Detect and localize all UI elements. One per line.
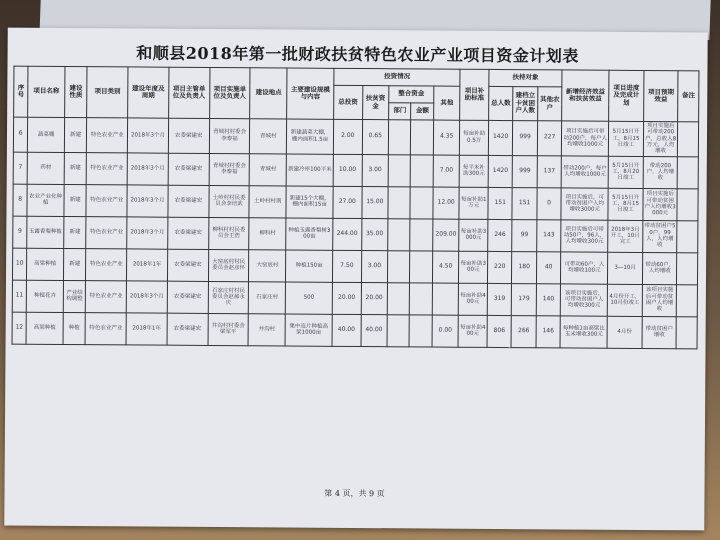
cell-content: 种植玉露香梨树300亩 — [286, 218, 333, 250]
cell-nature: 新建 — [64, 117, 87, 152]
table-row — [13, 117, 698, 156]
header-content: 主要建设规模与内容 — [287, 68, 334, 119]
cell-fiscal: 35.00 — [361, 218, 388, 250]
cell-amount-sub — [409, 314, 432, 346]
cell-seq: 12 — [12, 312, 26, 344]
cell-name: 高粱种植 — [26, 312, 63, 344]
cell-other-farmers: 146 — [536, 315, 561, 347]
cell-subsidy: 每亩补助400元 — [459, 283, 488, 315]
cell-total: 10.00 — [333, 154, 362, 186]
cell-poor: 179 — [512, 283, 537, 315]
cell-location: 大窑底村 — [249, 249, 286, 281]
cell-progress: 5月15日开工，8月15日竣工 — [608, 188, 643, 220]
cell-period: 2018年3个月 — [127, 184, 168, 216]
cell-total: 40.00 — [332, 314, 361, 346]
header-location: 建设地点 — [250, 68, 287, 119]
header-project-name: 项目名称 — [28, 66, 65, 117]
cell-poor: 180 — [512, 251, 537, 283]
cell-period: 2018年1年 — [126, 312, 167, 344]
cell-other — [432, 283, 459, 315]
cell-amount-sub — [410, 218, 433, 250]
cell-name: 种植花卉 — [27, 280, 64, 312]
cell-fiscal: 40.00 — [361, 314, 388, 346]
cell-dept-sub — [388, 154, 411, 186]
cell-seq: 6 — [13, 117, 28, 152]
cell-name: 高粱种植 — [27, 248, 64, 280]
cell-other: 0.00 — [432, 315, 459, 347]
cell-other-farmers: 0 — [537, 187, 562, 219]
cell-other-farmers: 143 — [537, 219, 562, 251]
cell-population: 246 — [488, 219, 513, 251]
cell-location: 柳科村 — [249, 217, 286, 249]
cell-location: 井沟村 — [248, 313, 285, 345]
cell-progress: 4月份开工，10月份竣工 — [607, 284, 642, 316]
cell-fiscal: 3.00 — [361, 250, 388, 282]
cell-other-farmers: 140 — [536, 283, 561, 315]
cell-dept-sub — [387, 282, 410, 314]
cell-period: 2018年3个月 — [127, 152, 168, 184]
cell-amount-sub — [410, 250, 433, 282]
cell-subsidy: 每亩补助1万元 — [459, 187, 488, 219]
cell-remarks — [677, 220, 698, 252]
cell-population: 806 — [487, 315, 512, 347]
cell-fiscal: 15.00 — [361, 186, 388, 218]
cell-population: 1420 — [488, 120, 513, 155]
cell-nature: 种植 — [63, 312, 86, 344]
header-amount-sub: 金额 — [411, 103, 434, 120]
cell-seq: 9 — [13, 216, 27, 248]
cell-fiscal: 20.00 — [361, 282, 388, 314]
header-expected: 项目预期效益 — [643, 71, 678, 122]
header-nature: 建设性质 — [65, 66, 88, 117]
cell-poor: 999 — [513, 121, 538, 156]
header-investment: 投资情况 — [334, 68, 461, 86]
cell-name: 农业产业化种植 — [27, 184, 64, 216]
cell-benefit: 该项目实施后，可带动贫困户人均增收300元 — [561, 283, 608, 315]
cell-category: 特色农业产业 — [85, 312, 126, 344]
cell-expected: 带动贫困户增收 — [642, 316, 677, 348]
cell-category: 特色农业产业 — [87, 118, 128, 153]
cell-benefit: 项目实施后可带动200户，每户人均增收1000元 — [562, 121, 609, 156]
cell-expected: 带动200户，人均增收 — [643, 156, 678, 188]
cell-expected: 项目实施后可带动贫困户人均增收3000元 — [643, 188, 678, 220]
cell-benefit: 可带动60户，人均增收100元 — [561, 251, 608, 283]
cell-other-farmers: 227 — [537, 121, 562, 156]
cell-nature: 新建 — [63, 248, 86, 280]
cell-dept: 农委梁建宏 — [168, 118, 209, 153]
header-poor: 建档立卡贫困户人数 — [513, 87, 538, 121]
table-row — [12, 312, 697, 349]
cell-dept: 农委梁建宏 — [167, 313, 208, 345]
cell-content: 种植150亩 — [286, 250, 333, 282]
cell-total: 20.00 — [332, 282, 361, 314]
cell-poor: 151 — [512, 187, 537, 219]
cell-progress: 5月15日开工，8月20日竣工 — [608, 156, 643, 188]
cell-dept-sub — [388, 120, 411, 155]
header-other: 其他 — [433, 86, 460, 120]
cell-location: 青城村 — [250, 153, 287, 185]
cell-progress: 4月份 — [607, 316, 642, 348]
cell-remarks — [677, 284, 698, 316]
cell-name: 蔬菜棚 — [28, 117, 65, 152]
cell-name: 玉露香梨种植 — [27, 216, 64, 248]
cell-total: 27.00 — [333, 186, 362, 218]
header-population: 总人数 — [489, 86, 514, 120]
cell-seq: 8 — [13, 184, 27, 216]
cell-seq: 10 — [12, 248, 26, 280]
cell-nature: 新建 — [64, 216, 87, 248]
cell-progress: 5月15日开工，8月15日竣工 — [609, 121, 644, 156]
cell-period: 2018年3个月 — [127, 216, 168, 248]
cell-expected: 项目实施后可带动200户，总收入8万元，人均增收 — [645, 123, 677, 155]
cell-poor: 99 — [512, 219, 537, 251]
header-progress: 项目进度及完成计划 — [609, 70, 644, 121]
cell-other: 4.35 — [433, 120, 460, 155]
cell-content: 新建15个大棚，棚内面积15亩 — [286, 186, 333, 218]
cell-impl: 土岭村村民委员会李培武 — [209, 185, 250, 217]
cell-amount-sub — [410, 186, 433, 218]
header-seq: 序号 — [14, 66, 29, 117]
cell-other: 209.00 — [433, 219, 460, 251]
header-category: 项目类别 — [87, 67, 128, 118]
header-self-funds: 整合资金 — [389, 86, 434, 103]
cell-category: 特色农业产业 — [86, 280, 127, 312]
cell-expected: 带动贫困户50户，99人，人均增收 — [643, 220, 678, 252]
header-beneficiary: 扶持对象 — [489, 69, 563, 87]
cell-content: 500 — [285, 282, 332, 314]
cell-population: 319 — [487, 283, 512, 315]
table-row — [12, 248, 697, 285]
cell-subsidy: 每平米补助300元 — [460, 155, 489, 187]
cell-content: 集中连片种植高粱1000亩 — [285, 314, 332, 346]
cell-expected: 带动60户，人均增收 — [642, 252, 677, 284]
cell-remarks — [677, 252, 698, 284]
cell-amount-sub — [410, 282, 433, 314]
header-other-farmers: 其他农户 — [537, 87, 562, 121]
cell-location: 青城村 — [250, 119, 287, 154]
cell-content: 新建冷库100平米 — [286, 154, 333, 186]
cell-dept-sub — [387, 314, 410, 346]
cell-impl: 青城村村委会李泰福 — [209, 153, 250, 185]
cell-subsidy: 每亩补助0.5万 — [460, 120, 489, 155]
document-page — [4, 28, 707, 531]
page-footer: 第 4 页，共 9 页 — [324, 488, 385, 499]
cell-benefit: 带动200户，每户人均增收1000元 — [561, 155, 608, 187]
cell-total: 7.50 — [332, 250, 361, 282]
cell-other-farmers: 137 — [537, 155, 562, 187]
cell-population: 220 — [487, 251, 512, 283]
cell-impl: 柳科村村民委员会王浩 — [208, 217, 249, 249]
cell-benefit: 每种植1亩高粱比玉米增收300元 — [560, 315, 607, 347]
cell-period: 2018年1年 — [127, 248, 168, 280]
header-impl: 项目实施单位及负责人 — [209, 67, 250, 118]
cell-subsidy: 每亩补助3000元 — [459, 219, 488, 251]
cell-dept: 农委梁建宏 — [168, 153, 209, 185]
cell-subsidy: 每亩补助300元 — [459, 251, 488, 283]
cell-impl: 井沟村村委会梁军平 — [208, 313, 249, 345]
cell-progress: 2018年3月开工，10月完工 — [608, 220, 643, 252]
header-dept-sub: 部门 — [389, 103, 412, 120]
cell-amount-sub — [411, 154, 434, 186]
cell-fiscal: 0.65 — [362, 120, 389, 155]
cell-other: 12.00 — [433, 187, 460, 219]
cell-name: 药材 — [27, 152, 64, 184]
cell-dept: 农委梁建宏 — [168, 185, 209, 217]
cell-dept-sub — [388, 186, 411, 218]
fund-plan-table — [12, 66, 700, 349]
cell-nature: 新建 — [64, 152, 87, 184]
cell-subsidy: 每亩补助400元 — [458, 315, 487, 347]
cell-dept: 农委梁建宏 — [168, 217, 209, 249]
cell-category: 特色农业产业 — [87, 152, 128, 184]
cell-period: 2018年3个月 — [128, 118, 169, 153]
cell-population: 1420 — [488, 155, 513, 187]
cell-impl: 大窑底村村民委员会赵彦怀 — [208, 249, 249, 281]
table-row — [12, 280, 697, 317]
table-row — [13, 216, 698, 253]
cell-seq: 11 — [12, 280, 26, 312]
cell-fiscal: 3.00 — [362, 154, 389, 186]
cell-other: 4.50 — [432, 251, 459, 283]
cell-remarks — [677, 188, 698, 220]
cell-impl: 石家庄村村民委员会赵郝永庆 — [208, 281, 249, 313]
cell-poor: 266 — [511, 315, 536, 347]
cell-dept: 农委梁建宏 — [167, 249, 208, 281]
header-fiscal: 扶贫资金 — [362, 86, 389, 120]
cell-category: 特色农业产业 — [86, 248, 127, 280]
cell-dept-sub — [388, 218, 411, 250]
cell-dept-sub — [388, 250, 411, 282]
cell-remarks — [676, 316, 697, 348]
cell-remarks — [678, 156, 699, 188]
cell-amount-sub — [411, 120, 434, 155]
table-row — [13, 152, 698, 189]
cell-content: 新建蔬菜大棚，棚内面积1.5亩 — [286, 119, 333, 154]
cell-location: 石家庄村 — [249, 281, 286, 313]
cell-total: 244.00 — [333, 218, 362, 250]
cell-nature: 产业结构调整 — [63, 280, 86, 312]
header-total: 总投资 — [334, 85, 363, 119]
cell-category: 特色农业产业 — [86, 216, 127, 248]
cell-total: 2.00 — [333, 119, 362, 154]
header-remarks: 备注 — [678, 71, 699, 122]
cell-remarks — [678, 122, 699, 157]
cell-dept: 农委梁建宏 — [167, 281, 208, 313]
header-period: 建设年度及周期 — [128, 67, 169, 118]
cell-period: 2018年3个月 — [126, 280, 167, 312]
cell-progress: 3—10月 — [608, 252, 643, 284]
cell-benefit: 项目实施后可带动50户，96人，人均增收300元 — [561, 219, 608, 251]
cell-population: 151 — [488, 187, 513, 219]
header-dept: 项目主管单位及负责人 — [169, 67, 210, 118]
header-benefit: 新增经济效益和扶贫效益 — [562, 70, 609, 121]
header-subsidy: 项目补助标准 — [460, 69, 489, 120]
document-title: 和顺县2018年第一批财政扶贫特色农业产业项目资金计划表 — [136, 43, 579, 66]
cell-expected: 该项目实施后可带动贫困户人均增收 — [642, 284, 677, 316]
cell-poor: 999 — [513, 155, 538, 187]
cell-location: 土岭村村南 — [249, 185, 286, 217]
cell-seq: 7 — [13, 152, 27, 184]
table-row — [13, 184, 698, 221]
cell-category: 特色农业产业 — [86, 184, 127, 216]
cell-other: 7.00 — [433, 155, 460, 187]
cell-impl: 青城村村委会李泰福 — [209, 118, 250, 153]
cell-other-farmers: 40 — [536, 251, 561, 283]
cell-nature: 新建 — [64, 184, 87, 216]
cell-benefit: 项目实施后，可带动贫困户人均增收3000元 — [561, 187, 608, 219]
